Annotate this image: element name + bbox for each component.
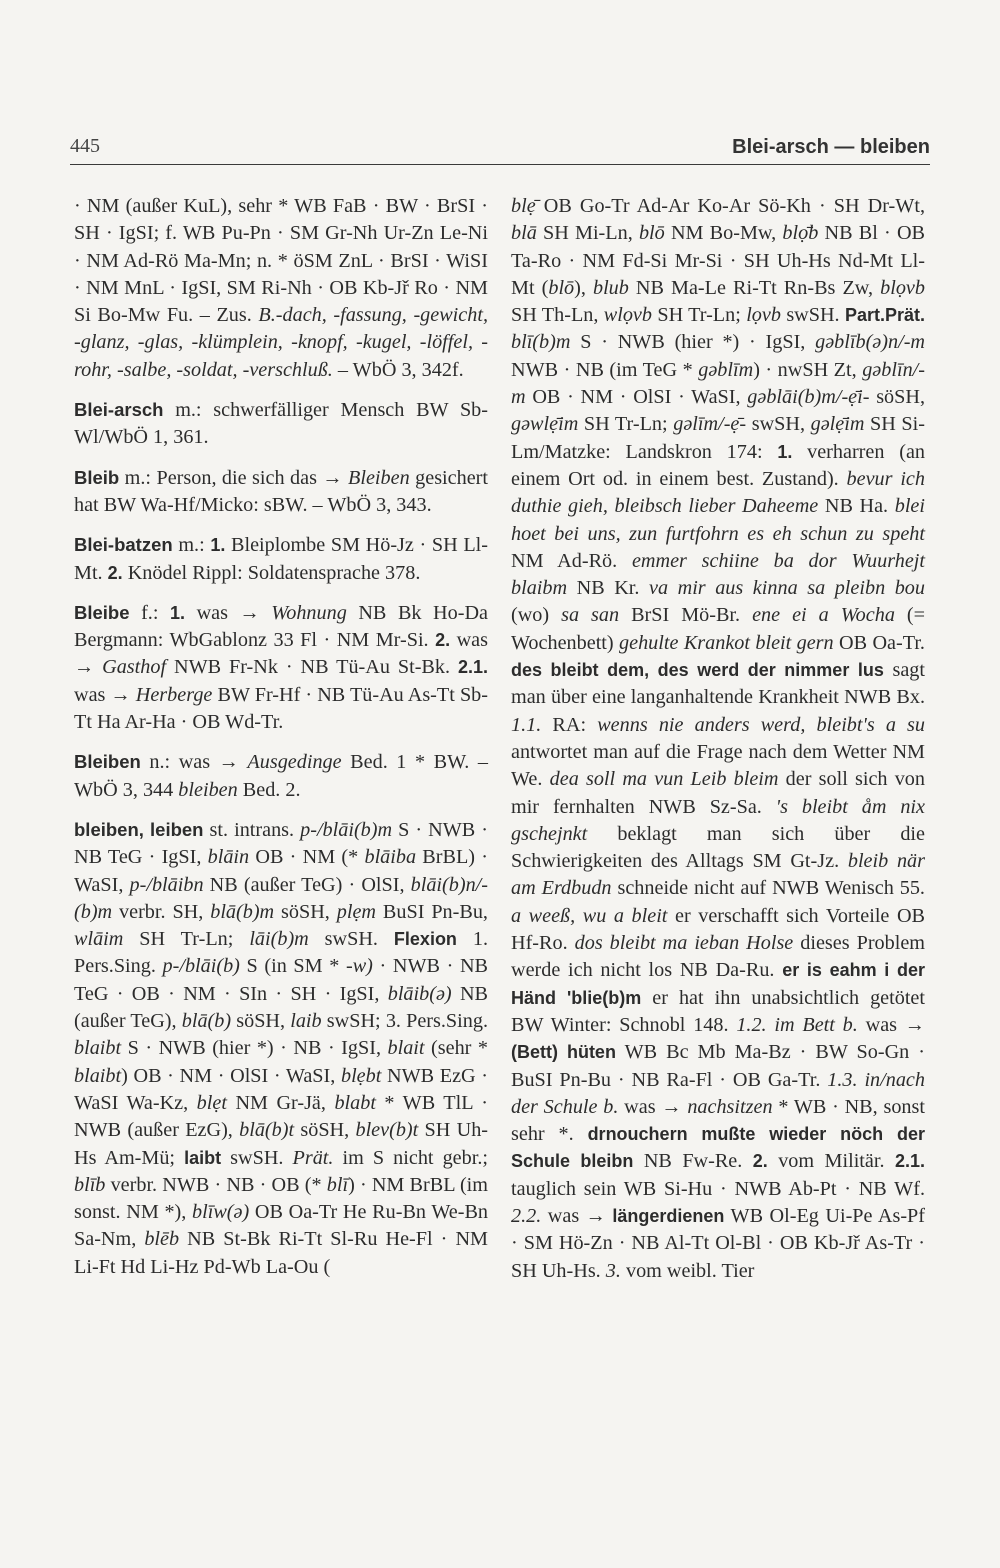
lemma: Blei-batzen xyxy=(74,534,173,556)
page-header xyxy=(70,130,930,165)
entry-blei-arsch: Blei-arsch m.: schwerfälliger Mensch BW Sb-Wl/WbÖ 1, 361. xyxy=(74,399,488,449)
lemma: Bleiben xyxy=(74,751,141,773)
lemma: Blei-arsch xyxy=(74,399,164,421)
entry-bleibe: Bleibe f.: 1. was → Wohnung NB Bk Ho-Da Bergmann: WbGablonz 33 Fl · NM Mr-Si. 2. was → Gasthof NWB Fr-Nk · NB Tü-Au St-Bk. 2.1. was → Herberge BW Fr-Hf · NB Tü-Au As-Tt Sb-Tt Ha Ar-Ha · OB Wd-Tr. xyxy=(74,601,488,734)
left-column xyxy=(74,193,488,1281)
lemma: Bleibe xyxy=(74,601,130,623)
entry-blei-batzen: Blei-batzen m.: 1. Bleiplombe SM Hö-Jz · SH Ll-Mt. 2. Knödel Rippl: Soldatensprache 378. xyxy=(74,534,489,584)
entry-bleiben-verb: bleiben, leiben st. intrans. p-/blāi(b)m S · NWB · NB TeG · IgSI, blāin OB · NM (* blāiba BrBL) · WaSI, p-/blāibn NB (außer TeG) · OlSI, blāi(b)n/-(b)m verbr. SH, blā(b)m söSH, plẹm BuSI Pn-Bu, wlāim SH Tr-Ln; lāi(b)m swSH. Flexion 1. Pers.Sing. p-/blāi(b) S (in SM * -w) · NWB · NB TeG · OB · NM · SIn · SH · IgSI, blāib(ə) NB (außer TeG), blā(b) söSH, laib swSH; 3. Pers.Sing. blaibt S · NWB (hier *) · NB · IgSI, blait (sehr * blaibt) OB · NM · OlSI · WaSI, blẹbt NWB EzG · WaSI Wa-Kz, blẹt NM Gr-Jä, blabt * WB TlL · NWB (außer EzG), blā(b)t söSH, blev(b)t SH Uh-Hs Am-Mü; laibt swSH. Prät. im S nicht gebr.; blīb verbr. NWB · NB · OB (* blī) · NM BrBL (im sonst. NM *), blīw(ə) OB Oa-Tr He Ru-Bn We-Bn Sa-Nm, blēb NB St-Bk Ri-Tt Sl-Ru He-Fl · NM Li-Ft Hd Li-Hz Pd-Wb La-Ou ( xyxy=(74,818,489,1278)
right-column xyxy=(511,193,925,1285)
lemma: Bleib xyxy=(74,466,120,488)
entry-bleiben-noun: Bleiben n.: was → Ausgedinge Bed. 1 * BW. – WbÖ 3, 344 bleiben Bed. 2. xyxy=(74,751,488,801)
page-number: 445 xyxy=(70,135,100,157)
lemma: bleiben, leiben xyxy=(74,818,204,840)
entry-blei-continued: · NM (außer KuL), sehr * WB FaB · BW · BrSI · SH · IgSI; f. WB Pu-Pn · SM Gr-Nh Ur-Zn Le-Ni · NM Ad-Rö Ma-Mn; n. * öSM ZnL · BrSI · WiSI · NM MnL · IgSI, SM Ri-Nh · OB Kb-Jř Ro · NM Si Bo-Mw Fu. – Zus. B.-dach, -fassung, -gewicht, -glanz, -glas, -klümplein, -knopf, -kugel, -löffel, -rohr, -salbe, -soldat, -verschluß. – WbÖ 3, 342f. xyxy=(74,195,489,381)
entry-bleib: Bleib m.: Person, die sich das → Bleiben gesichert hat BW Wa-Hf/Micko: sBW. – WbÖ 3, 343. xyxy=(74,466,488,516)
running-head: Blei-arsch — bleiben xyxy=(732,136,930,158)
entry-bleiben-continued: blẹ̄ OB Go-Tr Ad-Ar Ko-Ar Sö-Kh · SH Dr-Wt, blā SH Mi-Ln, blō NM Bo-Mw, blọ̄b NB Bl · OB Ta-Ro · NM Fd-Si Mr-Si · SH Uh-Hs Nd-Mt Ll-Mt (blō), blub NB Ma-Le Ri-Tt Rn-Bs Zw, blọvb SH Th-Ln, wlọvb SH Tr-Ln; lọvb swSH. Part.Prät. blī(b)m S · NWB (hier *) · IgSI, gəblīb(ə)n/-m NWB · NB (im TeG * gəblīm) · nwSH Zt, gəblīn/-m OB · NM · OlSI · WaSI, gəblāi(b)m/-ẹ̄i- söSH, gəwlẹ̄im SH Tr-Ln; gəlīm/-ẹ̄- swSH, gəlẹ̄im SH Si-Lm/Matzke: Landskron 174: 1. verharren (an einem Ort od. in einem best. Zustand). bevur ich duthie gieh, bleibsch lieber Daheeme NB Ha. blei hoet bei uns, zun furtfohrn es eh schun zu speht NM Ad-Rö. emmer schiine ba dor Wuurhejt blaibm NB Kr. va mir aus kinna sa pleibn bou (wo) sa san BrSI Mö-Br. ene ei a Wocha (= Wochenbett) gehulte Krankot bleit gern OB Oa-Tr. des bleibt dem, des werd der nimmer lus sagt man über eine langanhaltende Krankheit NWB Bx. 1.1. RA: wenns nie anders werd, bleibt's a su antwortet man auf die Frage nach dem Wetter NM We. dea soll ma vun Leib bleim der soll sich von mir fernhalten NWB Sz-Sa. 's bleibt åm nix gschejnkt beklagt man sich über die Schwierigkeiten des Alltags SM Gt-Jz. bleib när am Erdbudn schneide nicht auf NWB Wenisch 55. a weeß, wu a bleit er verschafft sich Vorteile OB Hf-Ro. dos bleibt ma ieban Holse dieses Problem werde ich nicht los NB Da-Ru. er is eahm i der Händ 'blie(b)m er hat ihn unabsichtlich getötet BW Winter: Schnobl 148. 1.2. im Bett b. was → (Bett) hüten WB Bc Mb Ma-Bz · BW So-Gn · BuSI Pn-Bu · NB Ra-Fl · OB Ga-Tr. 1.3. in/nach der Schule b. was → nachsitzen * WB · NB, sonst sehr *. drnouchern mußte wieder nöch der Schule bleibn NB Fw-Re. 2. vom Militär. 2.1. tauglich sein WB Si-Hu · NWB Ab-Pt · NB Wf. 2.2. was → längerdienen WB Ol-Eg Ui-Pe As-Pf · SM Hö-Zn · NB Al-Tt Ol-Bl · OB Kb-Jř As-Tr · SH Uh-Hs. 3. vom weibl. Tier xyxy=(511,195,926,1282)
